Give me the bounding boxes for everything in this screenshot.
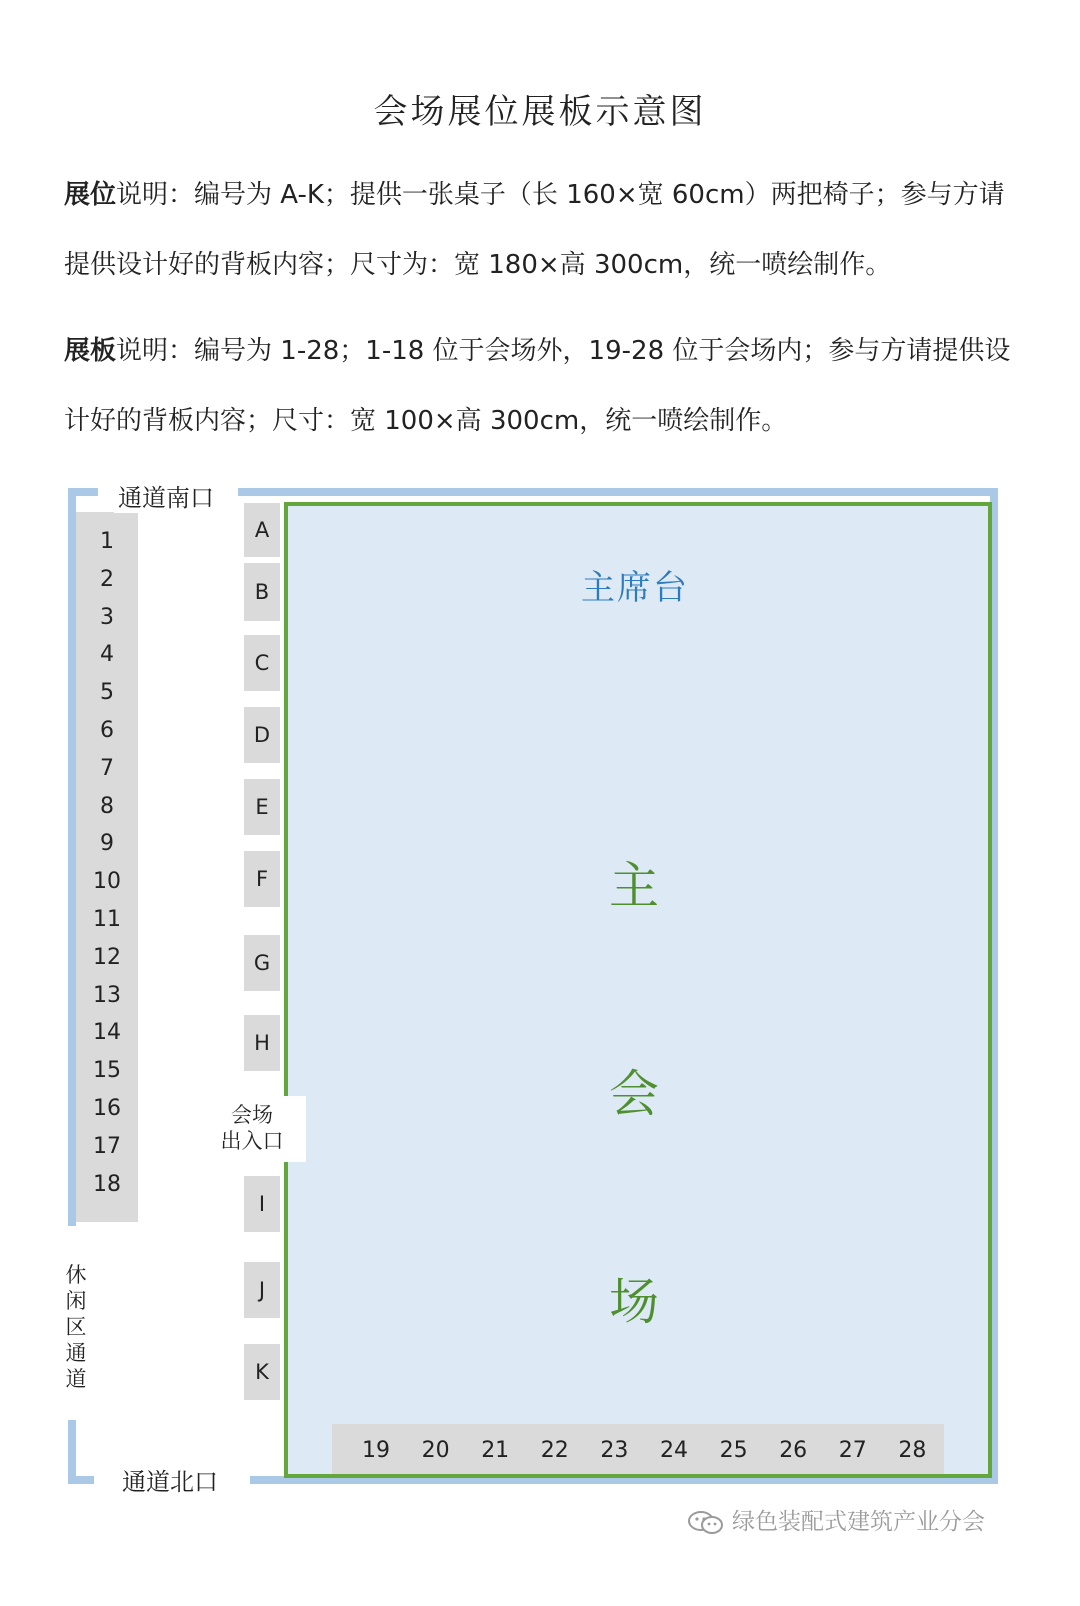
stage-label: 主席台 — [581, 568, 689, 608]
booth-j: J — [244, 1262, 280, 1318]
rest-aisle-char: 闲 — [65, 1289, 87, 1313]
page-title: 会场展位展板示意图 — [373, 92, 707, 132]
outside-panel-3: 3 — [100, 604, 114, 630]
hall-char-2: 会 — [609, 1065, 659, 1123]
rest-aisle-char: 道 — [65, 1367, 87, 1391]
rest-aisle-char: 区 — [65, 1315, 87, 1339]
booth-description-lead: 展位 — [64, 180, 117, 210]
outside-panel-10: 10 — [93, 869, 121, 895]
outside-panel-5: 5 — [100, 680, 114, 706]
inside-panel-23: 23 — [600, 1438, 629, 1463]
booth-description — [64, 160, 1024, 300]
inside-panel-24: 24 — [660, 1438, 688, 1463]
booth-description-text: 说明：编号为 A-K；提供一张桌子（长 160×宽 60cm）两把椅子；参与方请提供设计好的背板内容；尺寸为：宽 180×高 300cm，统一喷绘制作。 — [64, 180, 1005, 280]
watermark-text: 绿色装配式建筑产业分会 — [732, 1509, 985, 1535]
aisle-wall-left-upper — [68, 488, 76, 1226]
booth-i: I — [244, 1176, 280, 1232]
rest-aisle-char: 通 — [65, 1341, 87, 1365]
outside-panel-11: 11 — [93, 907, 121, 932]
panel-description-text: 说明：编号为 1-28；1-18 位于会场外，19-28 位于会场内；参与方请提供设计好的背板内容；尺寸：宽 100×高 300cm，统一喷绘制作。 — [64, 336, 1011, 436]
outside-panel-8: 8 — [100, 793, 114, 819]
inside-panel-22: 22 — [540, 1438, 569, 1463]
booth-h: H — [244, 1015, 280, 1071]
aisle-wall-top — [238, 488, 998, 496]
panel-description — [64, 316, 1024, 456]
booth-k: K — [244, 1344, 280, 1400]
hall-char-1: 主 — [609, 857, 659, 915]
panel-description-lead: 展板 — [64, 336, 117, 366]
inside-panel-21: 21 — [481, 1438, 510, 1463]
north-entrance-label: 通道北口 — [118, 1462, 222, 1497]
outside-panel-2: 2 — [100, 566, 114, 592]
outside-panel-13: 13 — [93, 982, 121, 1008]
outside-panel-15: 15 — [93, 1058, 121, 1084]
booth-a: A — [244, 503, 280, 557]
hall-entrance-label — [212, 1102, 292, 1154]
hall-entrance-label-line1: 会场 — [231, 1103, 273, 1127]
inside-panel-27: 27 — [838, 1438, 867, 1463]
outside-panel-18: 18 — [93, 1171, 121, 1197]
booth-e: E — [244, 779, 280, 835]
inside-panel-26: 26 — [779, 1438, 808, 1463]
hall-entrance-label-line2: 出入口 — [220, 1129, 284, 1153]
outside-panel-9: 9 — [100, 831, 114, 857]
outside-panel-7: 7 — [100, 755, 114, 781]
outside-panel-17: 17 — [93, 1133, 121, 1159]
wechat-logo-icon — [686, 1510, 726, 1536]
watermark — [686, 1504, 1026, 1540]
booth-d: D — [244, 707, 280, 763]
booth-g: G — [244, 935, 280, 991]
outside-panel-12: 12 — [93, 944, 121, 970]
outside-panel-16: 16 — [93, 1096, 121, 1121]
hall-char-3: 场 — [609, 1273, 659, 1331]
south-entrance-label: 通道南口 — [114, 478, 218, 513]
aisle-wall-bottom-left-stub — [68, 1476, 94, 1484]
inside-panel-28: 28 — [898, 1438, 927, 1463]
outside-panel-6: 6 — [100, 718, 114, 743]
aisle-wall-left-lower — [68, 1420, 76, 1484]
outside-panel-4: 4 — [100, 642, 114, 668]
inside-panel-25: 25 — [719, 1438, 748, 1463]
booth-f: F — [244, 851, 280, 907]
booth-b: B — [244, 563, 280, 621]
inside-panel-20: 20 — [421, 1438, 450, 1463]
outside-panel-14: 14 — [93, 1020, 121, 1046]
rest-aisle-char: 休 — [65, 1263, 87, 1287]
rest-area-aisle-label — [62, 1262, 90, 1392]
booth-c: C — [244, 635, 280, 691]
inside-panel-19: 19 — [362, 1438, 390, 1463]
outside-panel-1: 1 — [100, 529, 114, 554]
